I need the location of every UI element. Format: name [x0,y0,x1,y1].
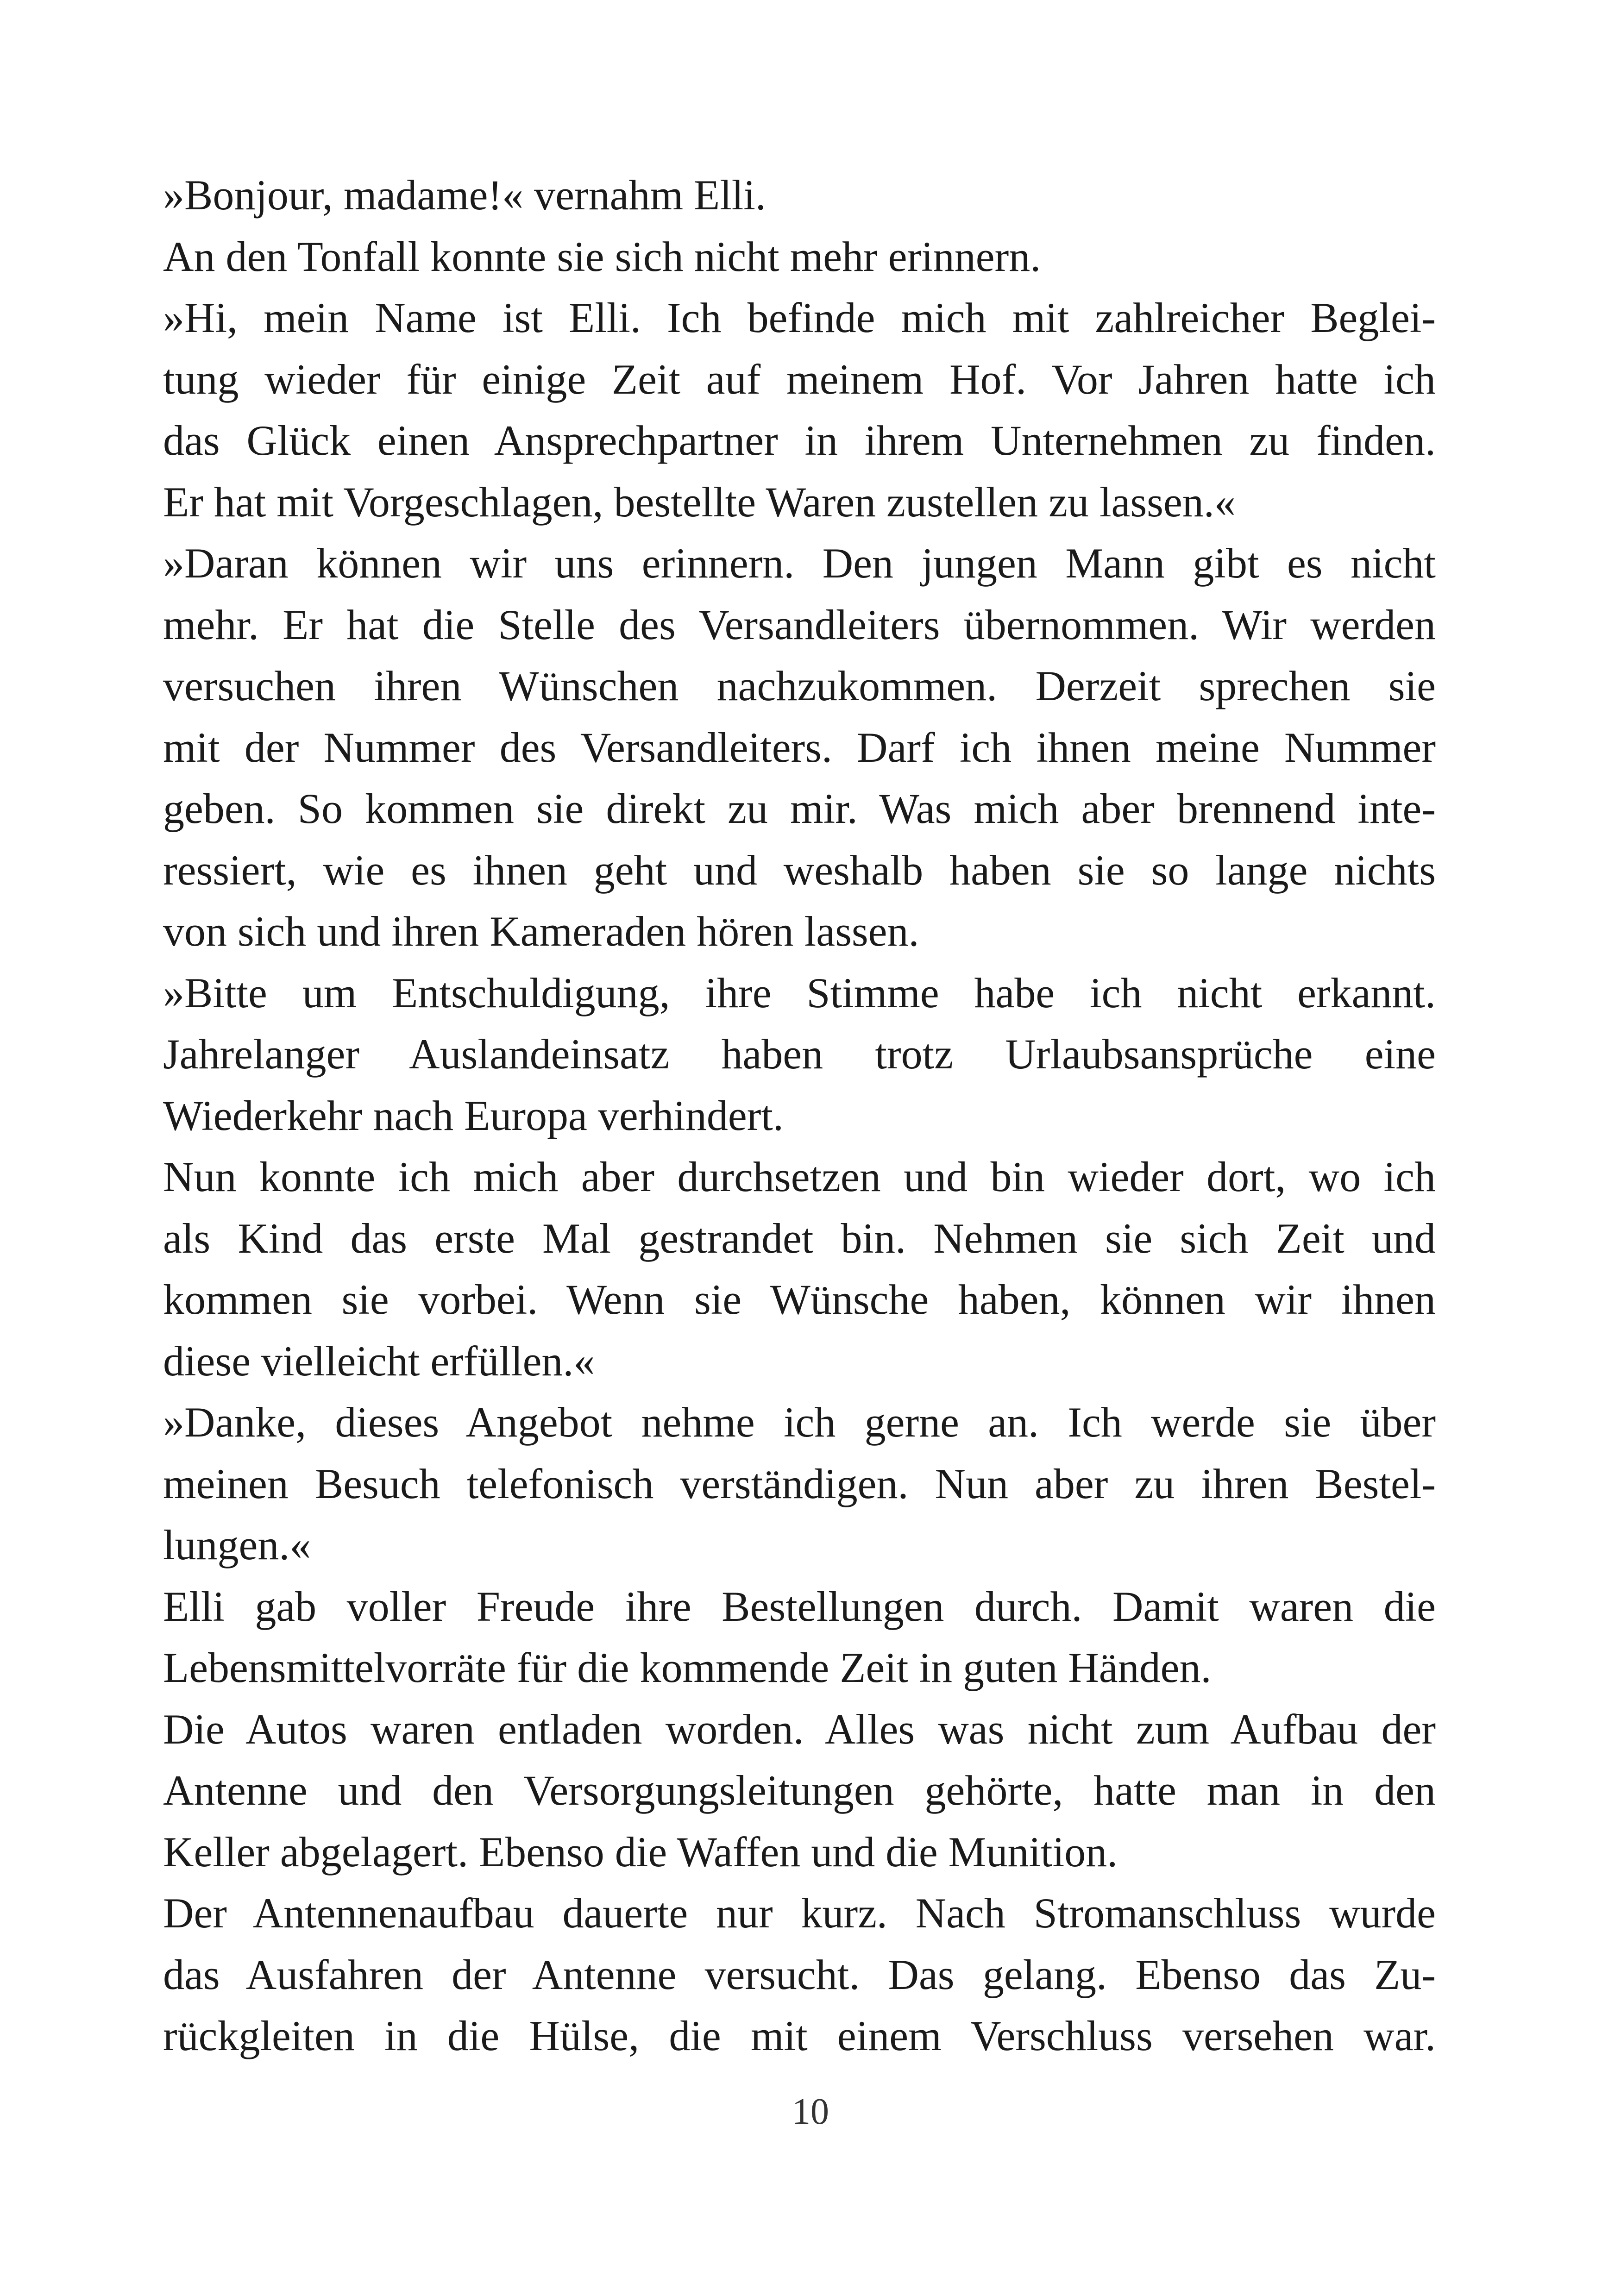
text-line: meinen Besuch telefonisch verständigen. Nun aber zu ihren Bestel- [163,1460,1436,1507]
text-line: An den Tonfall konnte sie sich nicht mehr erinnern. [163,232,1041,280]
text-line: Wiederkehr nach Europa verhindert. [163,1092,784,1139]
text-line: mehr. Er hat die Stelle des Versandleiters übernommen. Wir werden [163,601,1436,648]
page-number: 10 [792,2091,829,2132]
text-line: lungen.« [163,1521,311,1568]
text-line: tung wieder für einige Zeit auf meinem Hof. Vor Jahren hatte ich [163,355,1436,403]
text-line: Nun konnte ich mich aber durchsetzen und bin wieder dort, wo ich [163,1153,1436,1200]
text-line: rückgleiten in die Hülse, die mit einem Verschluss versehen war. [163,2012,1436,2059]
text-line: das Ausfahren der Antenne versucht. Das gelang. Ebenso das Zu- [163,1951,1436,1998]
text-line: das Glück einen Ansprechpartner in ihrem Unternehmen zu finden. [163,417,1436,464]
body-text [163,164,1436,2067]
text-line: versuchen ihren Wünschen nachzukommen. Derzeit sprechen sie [163,662,1436,709]
text-line: »Hi, mein Name ist Elli. Ich befinde mich mit zahlreicher Beglei- [163,294,1436,341]
text-line: »Bonjour, madame!« vernahm Elli. [163,171,766,219]
text-line: ressiert, wie es ihnen geht und weshalb haben sie so lange nichts [163,846,1436,894]
text-line: mit der Nummer des Versandleiters. Darf ich ihnen meine Nummer [163,723,1436,771]
text-line: Keller abgelagert. Ebenso die Waffen und die Munition. [163,1828,1118,1876]
text-line: diese vielleicht erfüllen.« [163,1337,595,1385]
text-line: »Bitte um Entschuldigung, ihre Stimme habe ich nicht erkannt. [163,969,1436,1016]
text-line: Lebensmittelvorräte für die kommende Zeit in guten Händen. [163,1644,1212,1691]
text-line: »Danke, dieses Angebot nehme ich gerne an. Ich werde sie über [163,1399,1436,1446]
text-line: als Kind das erste Mal gestrandet bin. Nehmen sie sich Zeit und [163,1214,1436,1262]
text-line: »Daran können wir uns erinnern. Den jungen Mann gibt es nicht [163,539,1436,587]
text-line: Die Autos waren entladen worden. Alles was nicht zum Aufbau der [163,1705,1436,1753]
text-line: kommen sie vorbei. Wenn sie Wünsche haben, können wir ihnen [163,1276,1436,1323]
text-line: Der Antennenaufbau dauerte nur kurz. Nach Stromanschluss wurde [163,1889,1436,1937]
text-line: Jahrelanger Auslandeinsatz haben trotz Urlaubsansprüche eine [163,1030,1436,1078]
text-line: Antenne und den Versorgungsleitungen gehörte, hatte man in den [163,1767,1436,1814]
text-line: Er hat mit Vorgeschlagen, bestellte Waren zustellen zu lassen.« [163,478,1236,526]
text-line: geben. So kommen sie direkt zu mir. Was mich aber brennend inte- [163,785,1436,832]
text-line: von sich und ihren Kameraden hören lassen. [163,908,919,955]
text-line: Elli gab voller Freude ihre Bestellungen durch. Damit waren die [163,1582,1436,1630]
